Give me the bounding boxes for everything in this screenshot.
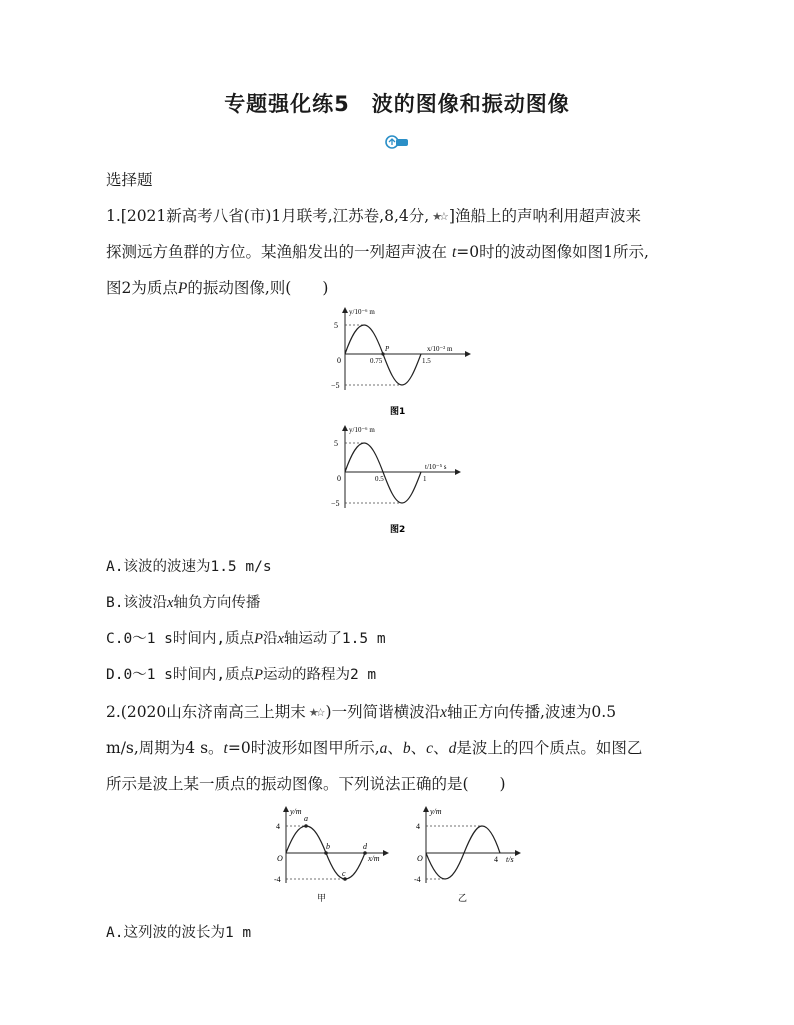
q1-line-2-a: 探测远方鱼群的方位。某渔船发出的一列超声波在	[106, 243, 452, 261]
yi-xlabel: t/s	[506, 855, 514, 864]
q1-option-c-x: x	[277, 631, 284, 647]
yi-ylabel: y/m	[430, 807, 442, 816]
fig1-ytick-top: 5	[334, 321, 338, 330]
q1-option-a: A.该波的波速为1.5 m/s	[106, 559, 272, 575]
fig2-wave-curve	[345, 443, 421, 503]
q2-line-1	[106, 700, 616, 722]
fig1-ylabel: y/10⁻⁶ m	[349, 308, 375, 316]
q2-var-b: b	[402, 740, 411, 757]
fig2-xtick-end: 1	[423, 475, 427, 483]
q1-line-1	[106, 204, 641, 226]
jia-point-d	[363, 851, 367, 855]
jia-label-a: a	[304, 814, 308, 823]
difficulty-stars-icon: ★☆	[432, 210, 446, 223]
jia-label-d: d	[363, 842, 367, 851]
fig2-ylabel: y/10⁻⁶ m	[349, 426, 375, 434]
q2-line-2-c: 是波上的四个质点。如图乙	[456, 739, 643, 757]
q2-var-x: x	[440, 704, 447, 721]
q1-option-c	[106, 627, 386, 648]
jia-ylabel: y/m	[290, 807, 302, 816]
q1-option-b-post: 轴负方向传播	[173, 595, 261, 611]
figure-jia-wave-graph	[270, 803, 400, 908]
fig1-caption: 图1	[390, 407, 406, 417]
q2-option-a: A.这列波的波长为1 m	[106, 925, 252, 941]
q2-line-2	[106, 736, 642, 758]
fig1-origin: 0	[337, 356, 341, 365]
yi-caption: 乙	[458, 893, 468, 903]
q2-line-1-b: )一列简谐横波沿	[325, 703, 441, 721]
fig2-ytick-bottom: −5	[331, 499, 340, 508]
fig2-xtick-mid: 0.5	[375, 475, 384, 483]
q1-line-2-b: =0时的波动图像如图1所示,	[456, 243, 649, 261]
jia-point-b	[324, 851, 328, 855]
fig2-origin: 0	[337, 474, 341, 483]
q1-option-c-p: P	[254, 631, 263, 647]
q1-option-d-p: P	[254, 667, 263, 683]
fig1-xtick-end: 1.5	[422, 357, 431, 365]
q2-var-t: t	[223, 740, 228, 757]
jia-ytick-bottom: -4	[274, 875, 281, 884]
q1-line-3-b: 的振动图像,则( )	[187, 279, 329, 297]
section-label: 选择题	[106, 171, 153, 189]
q1-option-b-x: x	[166, 595, 174, 611]
yi-xtick: 4	[494, 855, 498, 864]
yi-ytick-top: 4	[416, 822, 420, 831]
jia-origin: O	[277, 854, 283, 863]
fig1-ytick-bottom: −5	[331, 381, 340, 390]
q2-line-1-c: 轴正方向传播,波速为0.5	[446, 703, 617, 721]
q1-var-p: P	[177, 280, 188, 297]
q1-option-b	[106, 591, 260, 612]
page-title: 专题强化练5 波的图像和振动图像	[224, 92, 570, 116]
fig2-caption: 图2	[390, 525, 406, 535]
q1-option-b-pre: B.该波沿	[106, 595, 167, 611]
yi-origin: O	[417, 854, 423, 863]
difficulty-stars-icon: ★☆	[308, 706, 323, 719]
q1-option-c-post: 轴运动了1.5 m	[283, 631, 386, 647]
q1-option-d	[106, 663, 376, 684]
figure-2-vibration-graph	[330, 423, 480, 538]
jia-xlabel: x/m	[368, 854, 380, 863]
jia-label-b: b	[326, 842, 330, 851]
fig1-xlabel: x/10⁻² m	[427, 345, 453, 353]
q2-var-d: d	[448, 740, 457, 757]
figure-yi-vibration-graph	[408, 803, 538, 908]
jia-ytick-top: 4	[276, 822, 280, 831]
q1-line-1-b: ]渔船上的声呐利用超声波来	[448, 207, 641, 225]
fig1-p-label: P	[385, 345, 390, 353]
fig1-xtick-mid: 0.75	[370, 357, 383, 365]
q2-line-3: 所示是波上某一质点的振动图像。下列说法正确的是( )	[106, 775, 506, 793]
q2-var-a: a	[379, 740, 388, 757]
q2-sep-1: 、	[387, 739, 403, 757]
q1-option-d-post: 运动的路程为2 m	[262, 667, 377, 683]
q1-line-3-a: 图2为质点	[106, 279, 178, 297]
q1-line-3	[106, 276, 328, 298]
q1-option-d-pre: D.0～1 s时间内,质点	[106, 667, 255, 683]
q2-line-1-a: 2.(2020山东济南高三上期末	[106, 703, 306, 721]
q1-line-2	[106, 240, 649, 262]
q1-line-1-a: 1.[2021新高考八省(市)1月联考,江苏卷,8,4分,	[106, 207, 430, 225]
fig2-xlabel: t/10⁻⁵ s	[425, 463, 447, 471]
q2-line-2-a: m/s,周期为4 s。	[106, 739, 224, 757]
q1-option-c-mid: 沿	[262, 631, 278, 647]
figure-1-wave-graph	[330, 305, 480, 420]
q2-sep-3: 、	[433, 739, 449, 757]
logo-icon	[385, 135, 409, 149]
q2-sep-2: 、	[410, 739, 427, 757]
jia-point-a	[304, 824, 308, 828]
q1-var-t: t	[451, 244, 457, 261]
q2-line-2-b: =0时波形如图甲所示,	[227, 739, 380, 757]
yi-ytick-bottom: -4	[414, 875, 421, 884]
jia-label-c: c	[342, 869, 346, 878]
fig2-ytick-top: 5	[334, 439, 338, 448]
q2-var-c: c	[426, 740, 434, 757]
q1-option-c-pre: C.0～1 s时间内,质点	[106, 631, 255, 647]
jia-caption: 甲	[317, 893, 327, 903]
